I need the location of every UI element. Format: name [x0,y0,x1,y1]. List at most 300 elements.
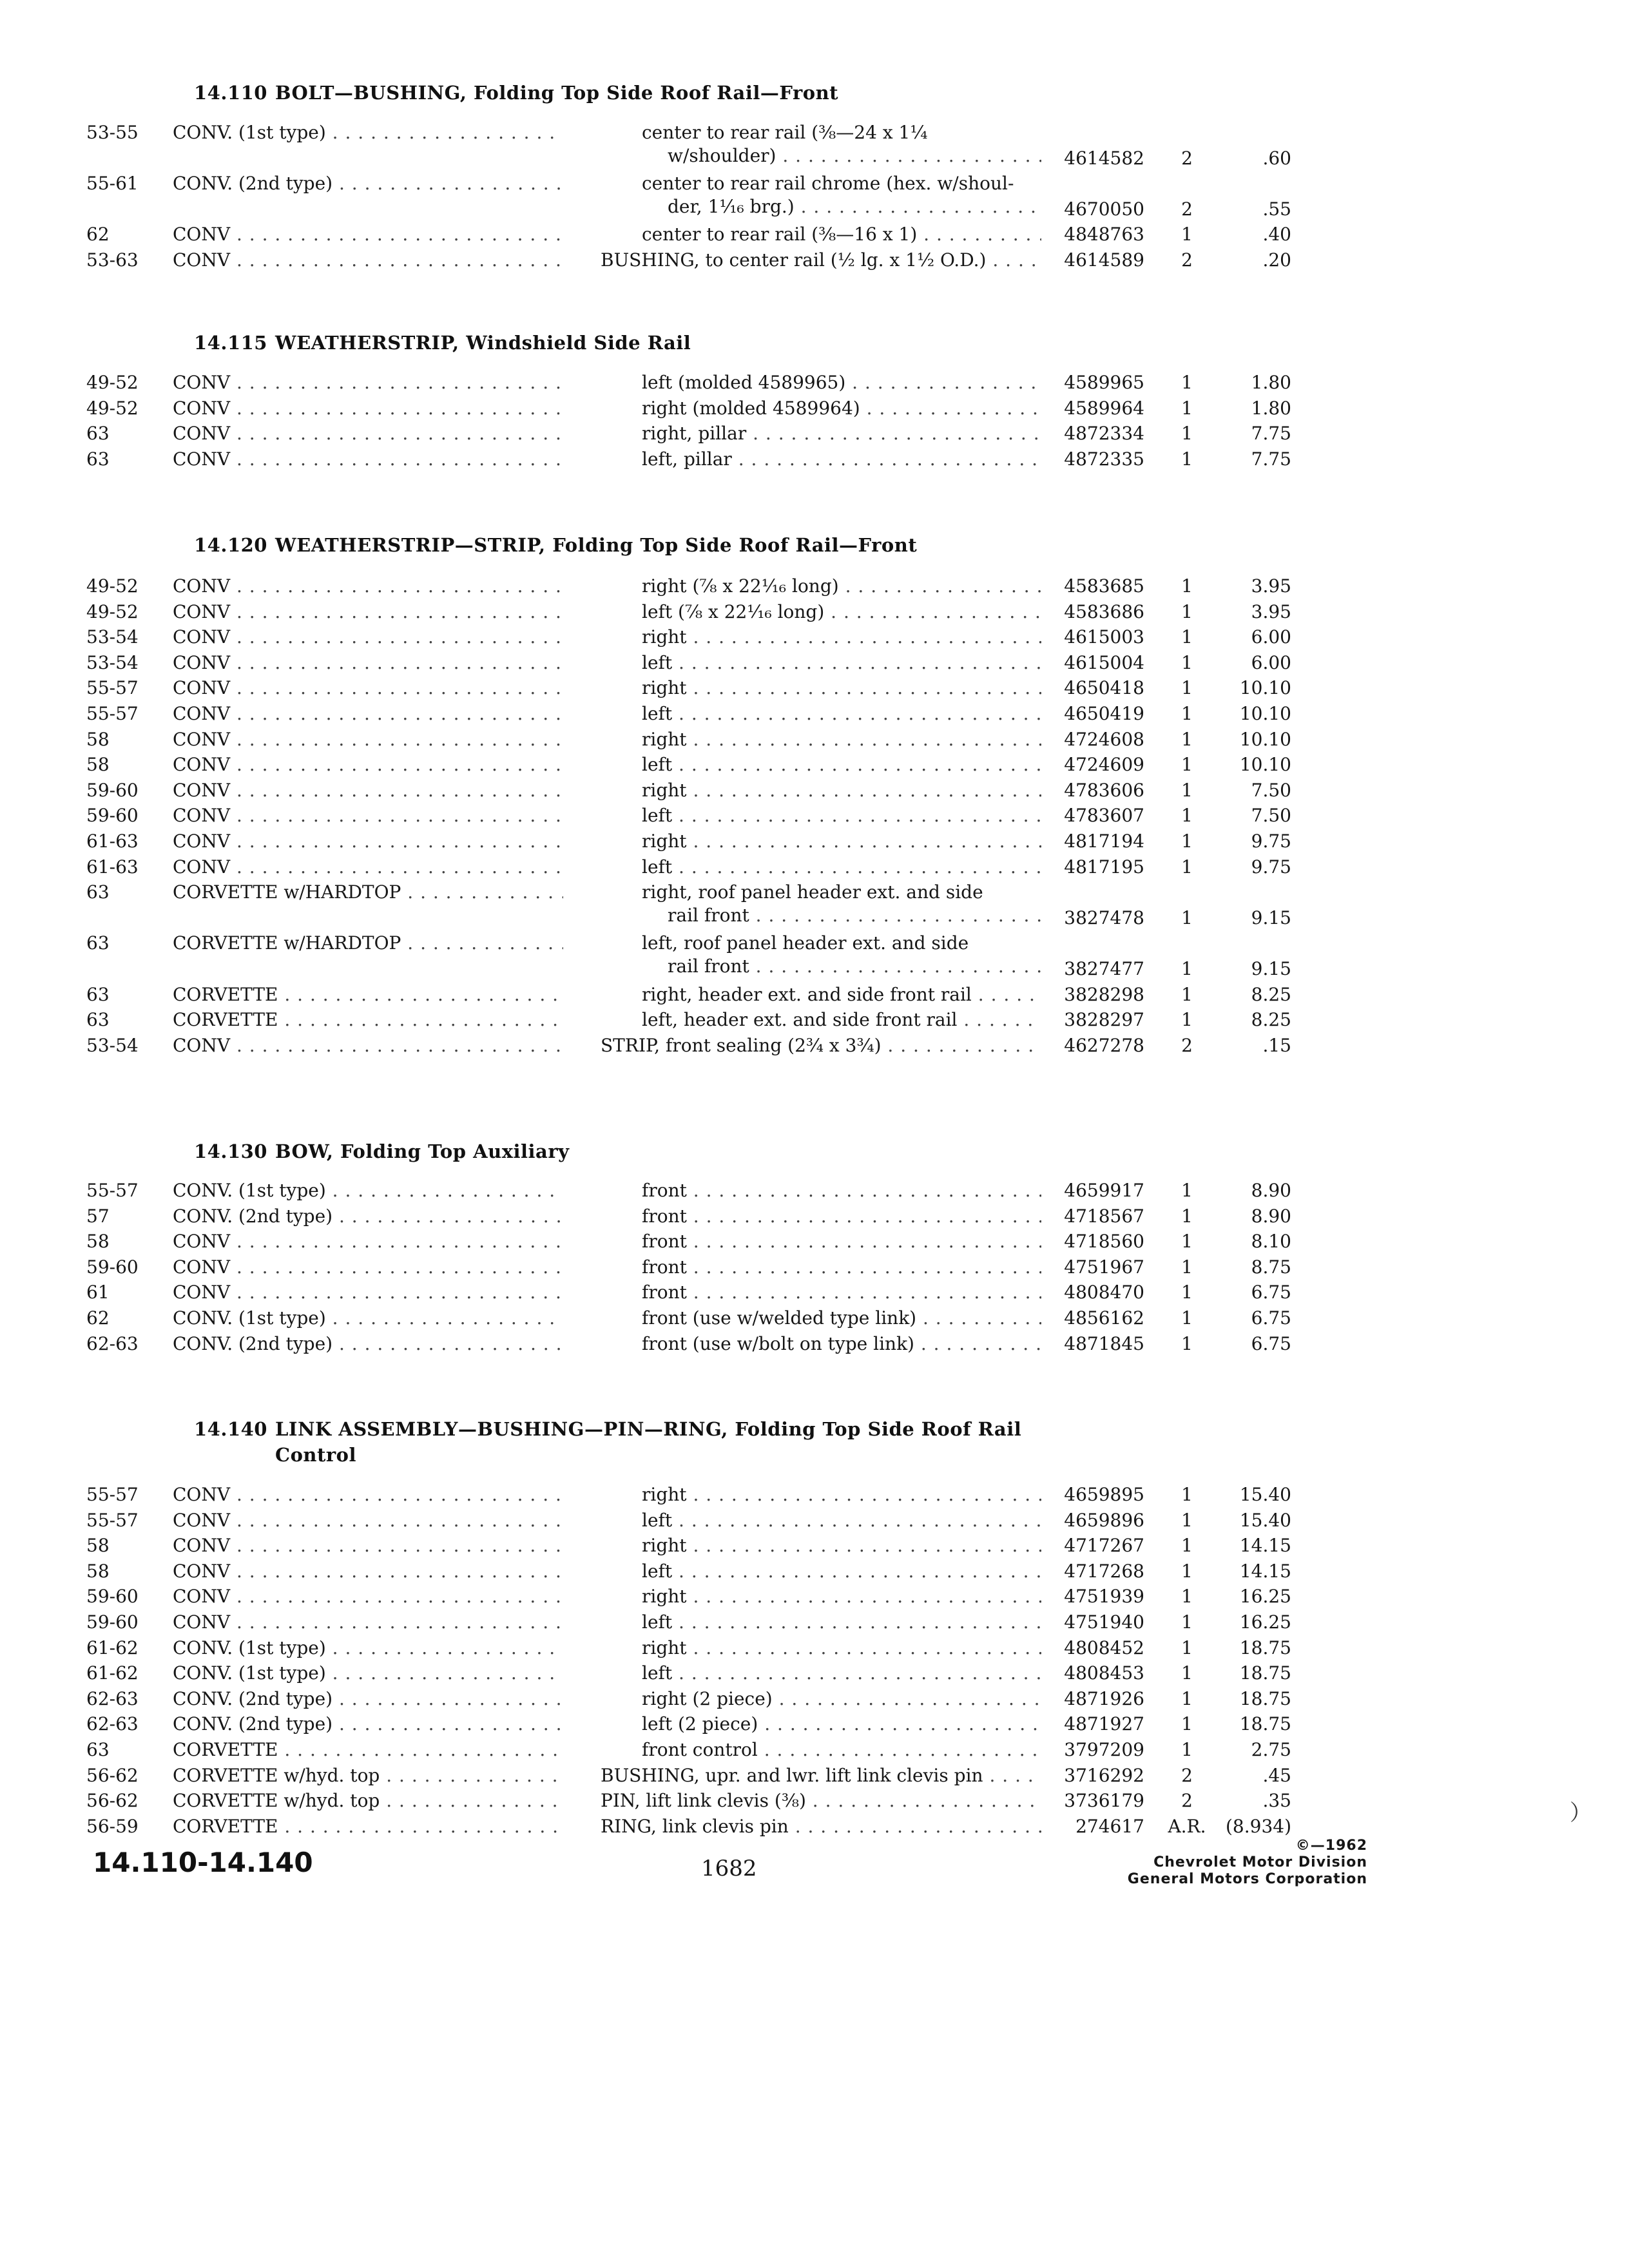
part-description [642,932,1041,978]
quantity: 2 [1181,198,1193,220]
quantity: 1 [1181,1180,1193,1201]
copyright-block [1128,1838,1367,1888]
list-price: 8.90 [1251,1205,1291,1227]
model-years: 59-60 [86,1256,139,1278]
part-number: 274617 [1075,1815,1144,1837]
part-row [0,830,1629,856]
list-price: 15.40 [1239,1484,1291,1505]
section-title: WEATHERSTRIP, Windshield Side Rail [275,332,691,354]
model-name: CONV . . . [173,249,563,272]
part-number: 4817194 [1064,830,1144,852]
quantity: 1 [1181,1307,1193,1329]
parts-list [0,371,1629,473]
part-number: 4848763 [1064,224,1144,245]
part-number: 4659895 [1064,1484,1144,1505]
list-price: 9.15 [1251,957,1291,979]
part-row [0,601,1629,626]
list-price: .40 [1262,224,1291,245]
list-price: 8.25 [1251,1009,1291,1031]
model-name: CONV. (1st type) . . . [173,1179,563,1202]
part-number: 4589965 [1064,372,1144,393]
model-years: 59-60 [86,805,139,827]
part-description [642,702,1041,726]
model-name: CONV . . . [173,601,563,624]
description-line: right . . . [642,1483,1041,1506]
part-description [642,1738,1041,1762]
model-years: 55-61 [86,173,139,195]
model-name: CONV. (2nd type) . . . [173,1205,563,1228]
description-line: right (⅞ x 22¹⁄₁₆ long) . . . [642,575,1041,598]
model-years: 62-63 [86,1713,139,1735]
part-number: 4627278 [1064,1034,1144,1056]
part-description [642,626,1041,649]
model-years: 55-57 [86,1484,139,1505]
model-years: 55-57 [86,1180,139,1201]
list-price: 6.00 [1251,651,1291,673]
part-row [0,371,1629,397]
part-row [0,1256,1629,1282]
part-description [642,1179,1041,1202]
model-years: 59-60 [86,1586,139,1608]
model-name: CONV. (2nd type) . . . [173,1713,563,1736]
part-row [0,804,1629,830]
part-description [642,1509,1041,1532]
description-line: left (molded 4589965) . . . [642,371,1041,394]
model-name: CORVETTE . . . [173,983,563,1006]
part-description [642,223,1041,246]
description-line: PIN, lift link clevis (⅜) . . . [601,1789,1041,1812]
margin-mark: ） [1570,1800,1592,1826]
model-years: 62-63 [86,1332,139,1354]
description-line: left . . . [642,804,1041,827]
part-row [0,651,1629,677]
model-name: CONV. (1st type) . . . [173,1662,563,1685]
model-years: 49-52 [86,372,139,393]
part-number: 3827478 [1064,907,1144,928]
quantity: 1 [1181,1282,1193,1303]
part-description [642,1637,1041,1660]
section-title: BOW, Folding Top Auxiliary [275,1140,570,1162]
model-name: CORVETTE w/HARDTOP . . . [173,881,563,904]
part-row [0,249,1629,274]
part-row [0,1534,1629,1560]
model-years: 55-57 [86,677,139,699]
part-number: 4871926 [1064,1687,1144,1709]
part-number: 4872334 [1064,423,1144,445]
quantity: 1 [1181,1637,1193,1658]
model-years: 55-57 [86,702,139,724]
model-name: CONV. (2nd type) . . . [173,1332,563,1356]
model-name: CONV . . . [173,1230,563,1253]
part-number: 4808470 [1064,1282,1144,1303]
list-price: (8.934) [1225,1815,1291,1837]
part-description [642,1256,1041,1279]
part-number: 4717267 [1064,1535,1144,1557]
model-name: CORVETTE w/hyd. top . . . [173,1789,563,1812]
part-number: 4751967 [1064,1256,1144,1278]
part-number: 4783607 [1064,805,1144,827]
list-price: 9.15 [1251,907,1291,928]
quantity: 2 [1181,1764,1193,1786]
quantity: 1 [1181,1009,1193,1031]
list-price: 9.75 [1251,856,1291,878]
model-name: CONV . . . [173,626,563,649]
model-years: 61-62 [86,1637,139,1658]
model-years: 61-63 [86,856,139,878]
description-line: right . . . [642,728,1041,751]
part-number: 4717268 [1064,1560,1144,1582]
part-number: 4650418 [1064,677,1144,699]
description-line: front (use w/bolt on type link) . . . [642,1332,1041,1356]
model-name: CONV . . . [173,1483,563,1506]
list-price: 7.50 [1251,805,1291,827]
list-price: 3.95 [1251,601,1291,622]
model-name: CONV . . . [173,677,563,700]
list-price: 18.75 [1239,1662,1291,1684]
list-price: 6.75 [1251,1332,1291,1354]
quantity: 1 [1181,957,1193,979]
list-price: 6.00 [1251,626,1291,648]
part-row [0,448,1629,474]
part-description [642,779,1041,802]
list-price: 16.25 [1239,1611,1291,1633]
part-number: 3828298 [1064,983,1144,1005]
model-name: CONV . . . [173,1585,563,1608]
model-name: CORVETTE . . . [173,1008,563,1032]
model-years: 63 [86,881,110,903]
model-years: 53-55 [86,122,139,143]
description-line: front control . . . [642,1738,1041,1762]
list-price: 10.10 [1239,728,1291,750]
description-line: center to rear rail chrome (hex. w/shoul- [642,173,1014,195]
model-years: 55-57 [86,1509,139,1531]
description-line: BUSHING, upr. and lwr. lift link clevis pin . . . [601,1764,1041,1787]
part-description [642,1281,1041,1304]
section-number: 14.120 [194,534,267,556]
part-description [642,1483,1041,1506]
model-years: 56-62 [86,1764,139,1786]
part-description [642,856,1041,879]
list-price: 10.10 [1239,754,1291,776]
description-line: left . . . [642,1611,1041,1634]
part-row [0,626,1629,651]
part-row [0,1034,1629,1060]
quantity: 1 [1181,830,1193,852]
model-name: CONV . . . [173,1560,563,1583]
quantity: 1 [1181,754,1193,776]
quantity: 1 [1181,983,1193,1005]
model-years: 57 [86,1205,110,1227]
part-number: 4871845 [1064,1332,1144,1354]
page-number: 1682 [701,1856,757,1881]
section-number: 14.110 [194,82,267,104]
quantity: 1 [1181,677,1193,699]
part-row [0,1230,1629,1256]
description-line: left (2 piece) . . . [642,1713,1041,1736]
model-name: CONV. (1st type) . . . [173,1637,563,1660]
part-description [601,1789,1041,1812]
part-description [642,575,1041,598]
model-name: CONV . . . [173,371,563,394]
model-years: 53-63 [86,249,139,271]
model-years: 49-52 [86,575,139,597]
part-description [642,753,1041,776]
model-name: CONV . . . [173,1509,563,1532]
part-row [0,1713,1629,1738]
list-price: 10.10 [1239,677,1291,699]
list-price: 8.25 [1251,983,1291,1005]
copyright-year: ©—1962 [1295,1838,1367,1854]
quantity: 1 [1181,423,1193,445]
quantity: 1 [1181,1713,1193,1735]
part-description [642,651,1041,675]
model-years: 58 [86,1535,110,1557]
model-years: 61-62 [86,1662,139,1684]
part-description [642,830,1041,853]
part-number: 4589964 [1064,397,1144,419]
part-description [642,1008,1041,1032]
model-name: CONV . . . [173,1534,563,1557]
quantity: 1 [1181,1205,1193,1227]
description-line: right . . . [642,1585,1041,1608]
section-range: 14.110-14.140 [93,1847,313,1878]
corporation-name: General Motors Corporation [1127,1871,1367,1887]
list-price: 7.75 [1251,423,1291,445]
part-number: 4871927 [1064,1713,1144,1735]
list-price: 6.75 [1251,1282,1291,1303]
model-years: 63 [86,983,110,1005]
model-years: 53-54 [86,1034,139,1056]
list-price: 6.75 [1251,1307,1291,1329]
part-row [0,1008,1629,1034]
description-line: left . . . [642,856,1041,879]
model-name: CONV . . . [173,1256,563,1279]
part-row [0,1560,1629,1586]
part-number: 4650419 [1064,702,1144,724]
part-number: 4718567 [1064,1205,1144,1227]
quantity: 2 [1181,1790,1193,1812]
part-row [0,575,1629,601]
quantity: 1 [1181,856,1193,878]
model-name: CONV. (2nd type) . . . [173,172,563,195]
part-description [642,1205,1041,1228]
quantity: 1 [1181,372,1193,393]
list-price: 1.80 [1251,397,1291,419]
part-description [642,601,1041,624]
description-line: left . . . [642,702,1041,726]
description-line-2: der, 1⅟₁₆ brg.) . . . [642,195,1041,218]
part-row [0,1585,1629,1611]
section-number: 14.130 [194,1140,267,1162]
model-years: 62 [86,224,110,245]
part-number: 4872335 [1064,448,1144,470]
quantity: 1 [1181,779,1193,801]
part-description [642,422,1041,445]
part-row [0,702,1629,728]
quantity: 2 [1181,249,1193,271]
part-number: 4808453 [1064,1662,1144,1684]
description-line: left, roof panel header ext. and side [642,932,969,954]
part-row [0,1179,1629,1205]
model-name: CORVETTE . . . [173,1738,563,1762]
list-price: 18.75 [1239,1687,1291,1709]
quantity: 1 [1181,1687,1193,1709]
model-name: CONV . . . [173,753,563,776]
quantity: 1 [1181,575,1193,597]
model-years: 63 [86,1009,110,1031]
part-number: 4718560 [1064,1231,1144,1253]
part-description [642,728,1041,751]
model-years: 58 [86,754,110,776]
list-price: 8.10 [1251,1231,1291,1253]
part-number: 4614582 [1064,147,1144,169]
section-heading [194,330,1096,356]
description-line: right . . . [642,830,1041,853]
list-price: 3.95 [1251,575,1291,597]
part-row [0,1662,1629,1687]
description-line: right . . . [642,1637,1041,1660]
quantity: 2 [1181,1034,1193,1056]
model-years: 58 [86,728,110,750]
part-row [0,1637,1629,1662]
part-row [0,932,1629,983]
description-line: left . . . [642,651,1041,675]
description-line: front . . . [642,1230,1041,1253]
list-price: .35 [1262,1790,1291,1812]
description-line: front . . . [642,1205,1041,1228]
section-heading [194,1416,1096,1468]
part-row [0,1789,1629,1815]
quantity: 1 [1181,728,1193,750]
description-line: center to rear rail (⅜—16 x 1) . . . [642,223,1041,246]
part-description [642,1585,1041,1608]
part-description [642,1230,1041,1253]
quantity: 1 [1181,224,1193,245]
description-line-2: w/shoulder) . . . [642,144,1041,168]
part-description [642,1662,1041,1685]
parts-list [0,1179,1629,1358]
model-name: CONV . . . [173,575,563,598]
part-row [0,422,1629,448]
part-number: 4724608 [1064,728,1144,750]
description-line: left, header ext. and side front rail . . . [642,1008,1041,1032]
part-row [0,223,1629,249]
model-years: 63 [86,1738,110,1760]
list-price: 8.75 [1251,1256,1291,1278]
part-number: 4659917 [1064,1180,1144,1201]
section-heading [194,80,1096,106]
part-description [601,1815,1041,1838]
description-line: right . . . [642,1534,1041,1557]
section-title: WEATHERSTRIP—STRIP, Folding Top Side Roof Rail—Front [275,534,918,556]
part-row [0,1815,1629,1841]
part-number: 4583685 [1064,575,1144,597]
quantity: 1 [1181,626,1193,648]
model-name: CONV . . . [173,779,563,802]
model-years: 59-60 [86,779,139,801]
part-description [601,249,1041,272]
quantity: 1 [1181,1509,1193,1531]
quantity: 2 [1181,147,1193,169]
part-row [0,1483,1629,1509]
list-price: 14.15 [1239,1560,1291,1582]
quantity: 1 [1181,448,1193,470]
quantity: 1 [1181,1332,1193,1354]
model-name: CONV . . . [173,728,563,751]
description-line: left (⅞ x 22¹⁄₁₆ long) . . . [642,601,1041,624]
list-price: 18.75 [1239,1713,1291,1735]
part-row [0,881,1629,932]
part-row [0,677,1629,702]
list-price: .20 [1262,249,1291,271]
quantity: A.R. [1168,1815,1206,1837]
model-years: 61-63 [86,830,139,852]
quantity: 1 [1181,1256,1193,1278]
model-years: 61 [86,1282,110,1303]
part-description [642,1332,1041,1356]
model-name: CONV . . . [173,223,563,246]
model-years: 63 [86,423,110,445]
list-price: .15 [1262,1034,1291,1056]
part-number: 4751939 [1064,1586,1144,1608]
part-row [0,728,1629,754]
description-line: front . . . [642,1179,1041,1202]
model-years: 63 [86,448,110,470]
part-row [0,1764,1629,1790]
description-line: BUSHING, to center rail (½ lg. x 1½ O.D.) . . . [601,249,1041,272]
part-row [0,1205,1629,1231]
part-row [0,983,1629,1009]
description-line: left . . . [642,1560,1041,1583]
part-description [601,1764,1041,1787]
part-row [0,1281,1629,1307]
description-line: front (use w/welded type link) . . . [642,1307,1041,1330]
model-name: CONV . . . [173,1281,563,1304]
description-line: center to rear rail (⅜—24 x 1¼ [642,122,928,143]
part-description [642,983,1041,1006]
part-number: 4808452 [1064,1637,1144,1658]
part-number: 4856162 [1064,1307,1144,1329]
list-price: 7.75 [1251,448,1291,470]
quantity: 1 [1181,601,1193,622]
description-line: right . . . [642,677,1041,700]
part-number: 4615004 [1064,651,1144,673]
part-row [0,1307,1629,1332]
part-row [0,172,1629,223]
model-name: CONV . . . [173,804,563,827]
list-price: 1.80 [1251,372,1291,393]
model-years: 59-60 [86,1611,139,1633]
quantity: 1 [1181,1535,1193,1557]
part-number: 3797209 [1064,1738,1144,1760]
part-description [642,1534,1041,1557]
part-description [642,677,1041,700]
quantity: 1 [1181,1738,1193,1760]
quantity: 1 [1181,1586,1193,1608]
model-name: CONV . . . [173,651,563,675]
part-description [642,121,1041,168]
model-years: 53-54 [86,626,139,648]
section-heading [194,532,1096,558]
model-name: CONV . . . [173,1611,563,1634]
part-number: 4724609 [1064,754,1144,776]
list-price: 2.75 [1251,1738,1291,1760]
quantity: 1 [1181,1662,1193,1684]
part-description [642,1560,1041,1583]
list-price: 14.15 [1239,1535,1291,1557]
model-years: 56-59 [86,1815,139,1837]
part-description [642,1611,1041,1634]
